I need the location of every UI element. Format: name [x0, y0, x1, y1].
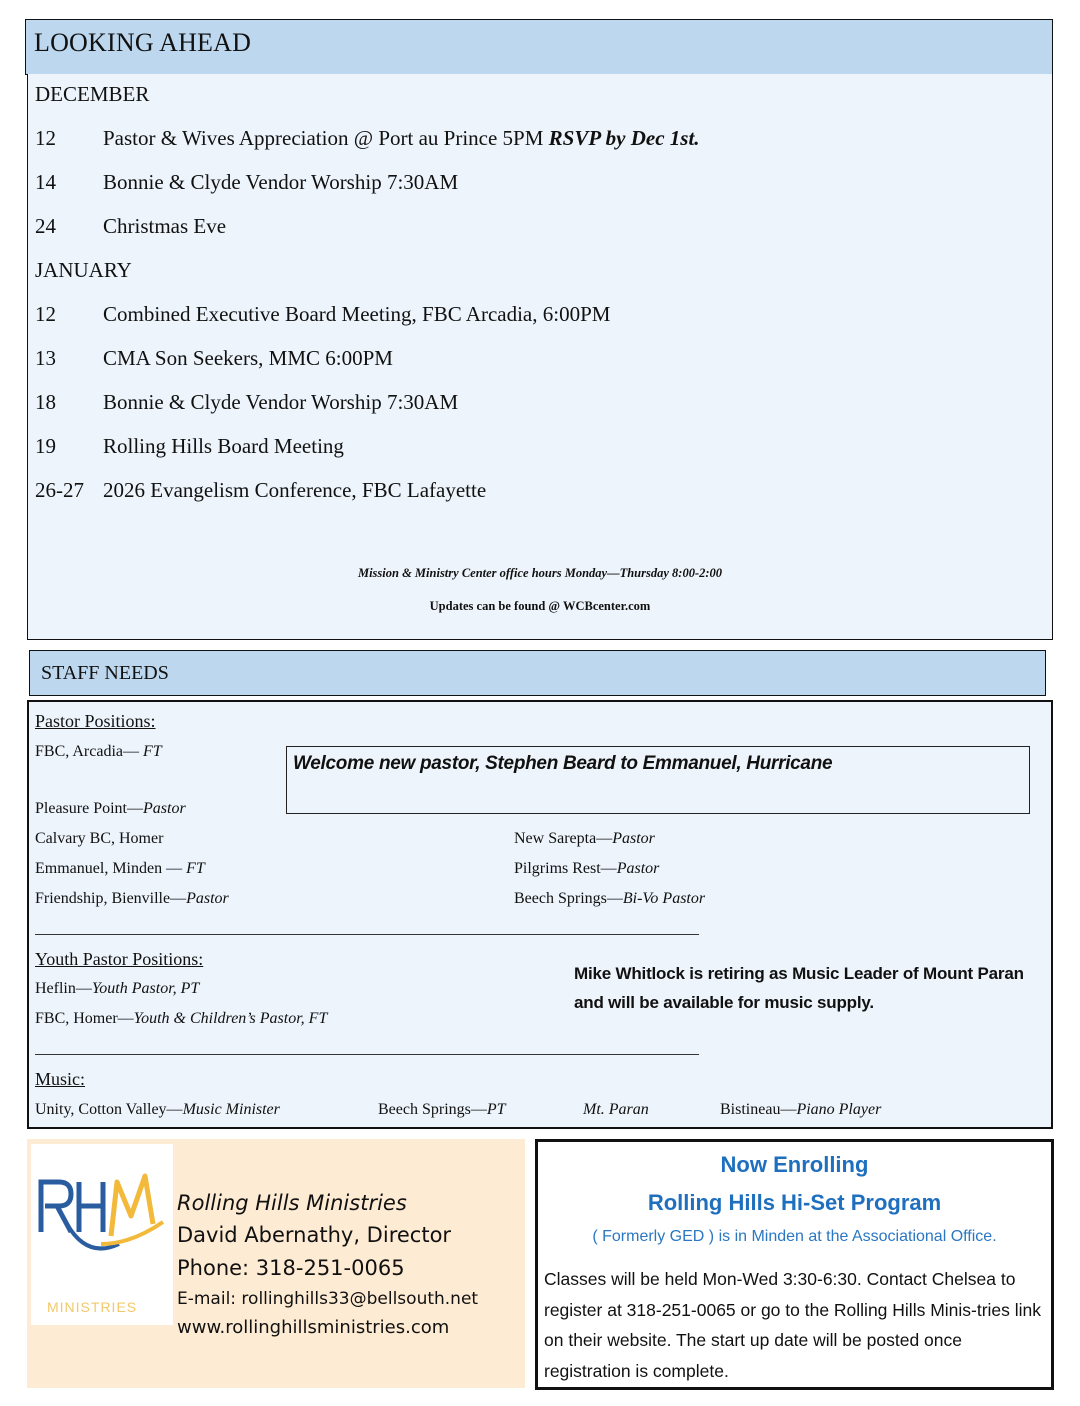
event-text: Rolling Hills Board Meeting	[103, 434, 344, 458]
email-address[interactable]: E-mail: rollinghills33@bellsouth.net	[177, 1289, 479, 1309]
rhm-info	[177, 1187, 478, 1343]
enrollment-box	[535, 1139, 1054, 1390]
position-church: Heflin—	[35, 980, 92, 997]
position-role: Pastor	[612, 830, 655, 847]
position-role: Pastor	[143, 800, 186, 817]
logo-ministries-text: MINISTRIES	[47, 1299, 138, 1315]
position-role: PT	[486, 1101, 506, 1118]
event-text: Bonnie & Clyde Vendor Worship 7:30AM	[103, 170, 459, 194]
position-item	[35, 743, 162, 761]
program-subheading: ( Formerly GED ) is in Minden at the Associational Office.	[592, 1228, 997, 1245]
position-church: Calvary BC, Homer	[35, 830, 164, 847]
position-role: Youth Pastor, PT	[91, 980, 200, 997]
website-link[interactable]: www.rollinghillsministries.com	[177, 1317, 450, 1338]
event-row	[35, 478, 486, 503]
looking-ahead-panel	[27, 74, 1053, 640]
month-heading: DECEMBER	[35, 82, 150, 106]
enroll-heading: Now Enrolling	[720, 1152, 869, 1177]
position-role: Bi-Vo Pastor	[622, 890, 706, 907]
position-item	[514, 890, 705, 908]
staff-needs-title: STAFF NEEDS	[41, 662, 169, 684]
director-name: David Abernathy, Director	[177, 1223, 452, 1247]
event-text: 2026 Evangelism Conference, FBC Lafayette	[103, 478, 487, 502]
position-church: Friendship, Bienville—	[35, 890, 187, 907]
position-item	[35, 980, 199, 998]
music-positions-heading: Music:	[35, 1069, 86, 1089]
welcome-note-box	[286, 746, 1030, 814]
position-church: Emmanuel, Minden —	[35, 860, 187, 877]
position-role: FT	[143, 743, 162, 760]
event-day: 19	[35, 434, 56, 458]
position-role: Youth & Children’s Pastor, FT	[133, 1010, 328, 1027]
position-role: Piano Player	[796, 1101, 882, 1118]
position-church: Pilgrims Rest—	[514, 860, 617, 877]
logo-letter-h	[79, 1182, 103, 1232]
section-divider	[35, 1054, 699, 1055]
event-row	[35, 214, 226, 239]
event-row	[35, 170, 458, 195]
program-details: Classes will be held Mon-Wed 3:30-6:30. Contact Chelsea to register at 318-251-0065 or go to the Rolling Hills Minis-tries link on their website. The start up date will be posted once registration is complete.	[544, 1269, 1042, 1381]
office-hours: Mission & Ministry Center office hours Monday—Thursday 8:00-2:00	[357, 566, 723, 580]
section-divider	[35, 934, 699, 935]
position-item	[514, 830, 655, 848]
position-item	[35, 1010, 327, 1028]
event-row	[35, 126, 700, 151]
position-role: Music Minister	[182, 1101, 280, 1118]
event-text: Combined Executive Board Meeting, FBC Arcadia, 6:00PM	[103, 302, 611, 326]
event-row	[35, 346, 393, 371]
position-item	[35, 890, 229, 908]
position-church: FBC, Homer—	[35, 1010, 134, 1027]
event-row	[35, 390, 458, 415]
position-church: Beech Springs—	[514, 890, 623, 907]
rhm-contact-card	[27, 1139, 525, 1388]
rhm-logo-graphic	[31, 1144, 173, 1325]
looking-ahead-title: LOOKING AHEAD	[34, 28, 252, 57]
event-text: Pastor & Wives Appreciation @ Port au Prince 5PM	[103, 126, 549, 150]
event-row	[35, 302, 610, 327]
rhm-logo	[31, 1144, 173, 1325]
position-church: New Sarepta—	[514, 830, 613, 847]
event-day: 12	[35, 126, 56, 150]
position-role: FT	[186, 860, 205, 877]
event-emphasis: RSVP by Dec 1st.	[548, 126, 700, 150]
position-item	[35, 830, 163, 848]
event-row	[35, 434, 344, 459]
position-item	[720, 1101, 881, 1119]
staff-needs-header	[29, 650, 1046, 696]
event-day: 26-27	[35, 478, 84, 502]
position-item	[35, 860, 205, 878]
position-item	[514, 860, 659, 878]
position-item	[35, 1101, 280, 1119]
event-text: Bonnie & Clyde Vendor Worship 7:30AM	[103, 390, 459, 414]
position-church: Mt.	[583, 1101, 609, 1118]
event-day: 18	[35, 390, 56, 414]
program-heading: Rolling Hills Hi-Set Program	[647, 1190, 942, 1215]
position-item	[378, 1101, 506, 1119]
youth-positions-heading: Youth Pastor Positions:	[35, 949, 204, 969]
retiring-note: Mike Whitlock is retiring as Music Leader of Mount Paran and will be available for music supply.	[574, 964, 1024, 1012]
welcome-note: Welcome new pastor, Stephen Beard to Emmanuel, Hurricane	[293, 753, 833, 774]
org-name: Rolling Hills Ministries	[177, 1191, 407, 1215]
event-day: 12	[35, 302, 56, 326]
position-church: Beech Springs—	[378, 1101, 487, 1118]
staff-needs-panel	[27, 700, 1053, 1129]
position-role: Pastor	[616, 860, 660, 877]
event-day: 13	[35, 346, 56, 370]
position-role: Paran	[608, 1101, 649, 1118]
phone-number: Phone: 318-251-0065	[177, 1256, 405, 1280]
event-text: CMA Son Seekers, MMC 6:00PM	[103, 346, 393, 370]
updates-link-text: Updates can be found @ WCBcenter.com	[429, 599, 651, 613]
position-church: Pleasure Point—	[35, 800, 143, 817]
pastor-positions-heading: Pastor Positions:	[35, 711, 156, 731]
position-church: Bistineau—	[720, 1101, 797, 1118]
month-heading: JANUARY	[35, 258, 132, 282]
looking-ahead-header	[25, 19, 1053, 75]
event-day: 14	[35, 170, 56, 194]
position-item	[583, 1101, 649, 1119]
event-day: 24	[35, 214, 56, 238]
event-text: Christmas Eve	[103, 214, 227, 238]
position-item	[35, 800, 186, 818]
logo-letter-m	[111, 1176, 153, 1236]
position-church: Unity, Cotton Valley—	[35, 1101, 183, 1118]
position-church: FBC, Arcadia—	[35, 743, 143, 760]
position-role: Pastor	[186, 890, 229, 907]
